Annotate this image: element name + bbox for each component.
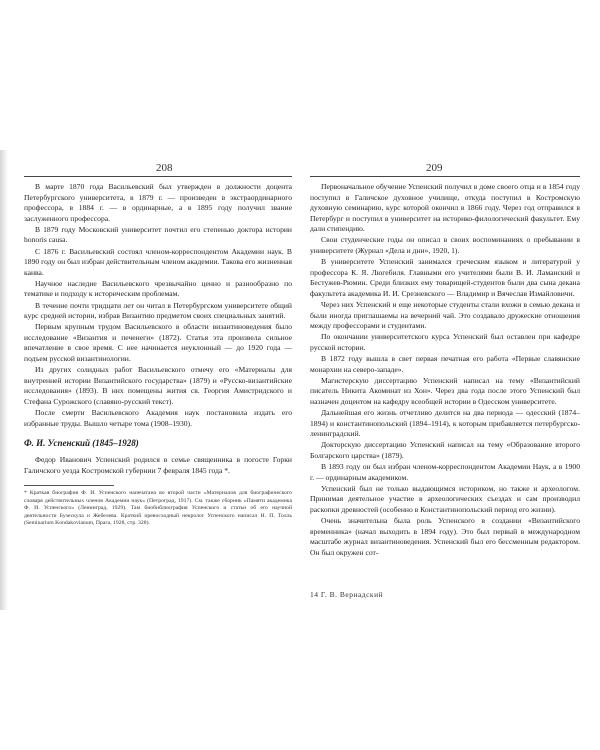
running-footer: 14 Г. В. Вернадский <box>310 590 384 599</box>
right-page-body <box>310 182 580 559</box>
footnote-rule <box>24 485 114 486</box>
paragraph: В университете Успенский занимался греческим языком и литературой у профессора К. Я. Люгебиля. Главными его учителями были В. И. Ламанский и Бестужев-Рюмин. Среди близких ему товарищей-студентов были два сына декана факультета академика И. И. Срезневского — Владимир и Вячеслав Измайловичи. <box>310 257 580 298</box>
footnote: * Краткая биография Ф. И. Успенского напечатана во второй части «Материалов для биографического словаря действительных членов Академии наук» (Петроград, 1917). См. также сборник «Памяти академика Ф. И. Успенского» (Ленинград, 1929). Там биобиблиография Успенского и статьи об его научной деятельности Бузескула и Жебелева. Краткий превосходный некролог Успенского написал Н. П. Толль (Seminarium Kondakovianum, Прага, 1928, стр. 328). <box>24 490 292 526</box>
paragraph: Первым крупным трудом Васильевского в области византиноведения было исследование «Византия и печенеги» (1872). Статья эта произвела сильное впечатление в свое время. С нее начинается неуклонный — до 1920 года — подъем русской византинологии. <box>24 322 292 363</box>
paragraph: В течение почти тридцати лет он читал в Петербургском университете общий курс средней истории, избрав Византию предметом своих специальных занятий. <box>24 300 292 321</box>
paragraph: Успенский был не только выдающимся историком, но также и археологом. Принимая деятельное участие в археологических съездах и сам производил раскопки древностей (особенно в Константинопольский период его жизни). <box>310 483 580 514</box>
paragraph: После смерти Васильевского Академия наук постановила издать его избранные труды. Вышло четыре тома (1908–1930). <box>24 407 292 428</box>
left-page-body <box>24 182 292 527</box>
page-number: 208 <box>156 162 173 174</box>
paragraph: Через них Успенский и еще некоторые студенты стали вхожи в семью декана и были иногда приглашаемы на вечерний чай. Это создавало дружеские отношения между профессорами и студентами. <box>310 300 580 331</box>
left-page <box>24 162 292 572</box>
paragraph: Очень значительна была роль Успенского в создании «Византийского временника» (начал выходить в 1894 году). Это был первый в международном масштабе журнал византиноведения. Успенский был его бессменным редактором. Он был окружен сот- <box>310 515 580 557</box>
paragraph: Свои студенческие годы он описал в своих воспоминаниях о пребывании в университете (Журнал «Дела и дни», 1920, 1). <box>310 235 580 256</box>
page-number: 209 <box>426 162 443 174</box>
paragraph: С 1876 г. Васильевский состоял членом-корреспондентом Академии наук. В 1890 году он был избран действительным членом академии. Такова его жизненная канва. <box>24 246 292 277</box>
paragraph: В марте 1870 года Васильевский был утвержден в должности доцента Петербургского университета, в 1879 г. — произведен в экстраординарного профессора, в 1884 г. — в ординарные, а в 1895 году получил звание заслуженного профессора. <box>24 182 292 223</box>
paragraph: В 1872 году вышла в свет первая печатная его работа «Первые славянские монархии на северо-западе». <box>310 354 580 374</box>
paragraph: Магистерскую диссертацию Успенский написал на тему «Византийский писатель Никита Акоминат из Хон». Через два года после этого Успенский был назначен доцентом на кафедру всеобщей истории в Одесском университете. <box>310 375 580 406</box>
paragraph: Федор Иванович Успенский родился в семье священника в погосте Горки Галичского уезда Костромской губернии 7 февраля 1845 года *. <box>24 455 292 475</box>
header-rule <box>310 176 580 177</box>
paragraph: По окончании университетского курса Успенский был оставлен при кафедре русской истории. <box>310 332 580 352</box>
header-rule <box>24 176 292 177</box>
paragraph: Из других солидных работ Васильевского отмечу его «Материалы для внутренней истории Византийского государства» (1879) и «Русско-византийские исследования» (1893). В них помещены жития св. Георгия Амистридского и Стефана Сурожского (славяно-русский текст). <box>24 365 292 406</box>
page-gutter-shadow <box>0 150 8 610</box>
right-page <box>310 162 580 599</box>
paragraph: В 1893 году он был избран членом-корреспондентом Академии Наук, а в 1900 г. — ординарным академиком. <box>310 461 580 482</box>
paragraph: В 1879 году Московский университет почтил его степенью доктора истории honoris causa. <box>24 224 292 245</box>
paragraph: Докторскую диссертацию Успенский написал на тему «Образование второго Болгарского царства» (1879). <box>310 440 580 460</box>
paragraph: Научное наследие Васильевского чрезвычайно ценно и разнообразно по тематике и подходу к историческим проблемам. <box>24 278 292 299</box>
paragraph: Первоначальное обучение Успенский получил в доме своего отца и в 1854 году поступил в Галичское духовное училище, откуда поступил в Костромскую духовную семинарию, курс которой окончил в 1866 году. Через год отправился в Петербург и поступил в университет на историко-филологический факультет. Ему дали стипендию. <box>310 182 580 234</box>
paragraph: Дальнейшая его жизнь отчетливо делится на два периода — одесский (1874–1894) и константинопольский (1894–1914), к которым прибавляется петербургско-ленинградский. <box>310 407 580 439</box>
section-heading: Ф. И. Успенский (1845–1928) <box>24 438 139 449</box>
